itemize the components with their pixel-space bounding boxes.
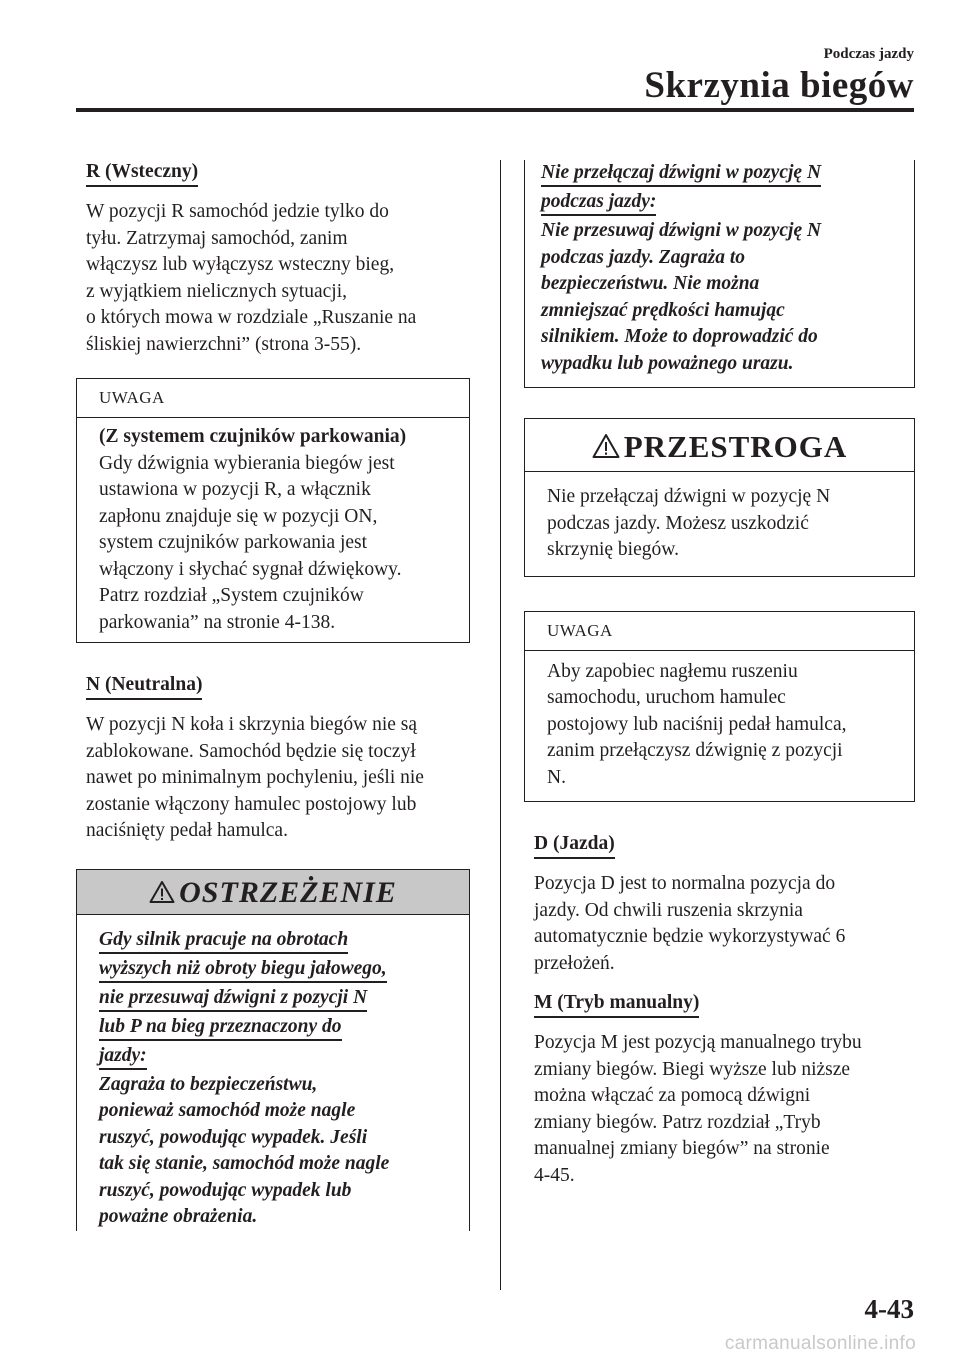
- note-box-parking: [76, 378, 470, 643]
- text-line: naciśnięty pedał hamulca.: [86, 820, 288, 841]
- caution-body: [525, 472, 914, 576]
- warning-underlined-line: wyższych niż obroty biegu jałowego,: [99, 957, 387, 983]
- text-line: Gdy dźwignia wybierania biegów jest: [99, 452, 395, 474]
- text-line: Patrz rozdział „System czujników: [99, 585, 364, 606]
- warning-box: [76, 869, 470, 1231]
- note-box-brake: [524, 611, 915, 803]
- text-line: 4-45.: [534, 1164, 575, 1186]
- text-line: zmiany biegów. Patrz rozdział „Tryb: [534, 1111, 821, 1133]
- note-lead: (Z systemem czujników parkowania): [99, 426, 407, 447]
- page-number: 4-43: [864, 1294, 914, 1324]
- text-line: postojowy lub naciśnij pedał hamulca,: [547, 713, 847, 735]
- text-line: można włączać za pomocą dźwigni: [534, 1085, 811, 1106]
- note-title: UWAGA: [525, 612, 914, 651]
- text-line: zanim przełączysz dźwignię z pozycji: [547, 740, 843, 761]
- warning-title-bar: [77, 870, 469, 915]
- paragraph-m: [534, 1030, 915, 1189]
- text-line: automatycznie będzie wykorzystywać 6: [534, 926, 846, 947]
- text-line: o których mowa w rozdziale „Ruszanie na: [86, 307, 417, 328]
- text-line: Zagraża to bezpieczeństwu,: [99, 1073, 318, 1095]
- note-body: [77, 418, 469, 642]
- paragraph-d: [534, 871, 915, 977]
- text-line: włączony i słychać sygnał dźwiękowy.: [99, 558, 402, 580]
- text-line: Pozycja M jest pozycją manualnego trybu: [534, 1032, 862, 1053]
- text-line: silnikiem. Może to doprowadzić do: [541, 326, 818, 347]
- text-line: zmniejszać prędkości hamując: [541, 299, 785, 321]
- text-line: zostanie włączony hamulec postojowy lub: [86, 793, 417, 815]
- text-line: parkowania” na stronie 4-138.: [99, 611, 336, 633]
- heading-m: M (Tryb manualny): [534, 991, 699, 1018]
- text-line: W pozycji R samochód jedzie tylko do: [86, 201, 389, 222]
- heading-d: D (Jazda): [534, 832, 615, 859]
- caution-title: PRZESTROGA: [623, 429, 848, 464]
- text-line: system czujników parkowania jest: [99, 532, 368, 553]
- heading-r: R (Wsteczny): [86, 160, 198, 187]
- warning-box-continued: [524, 160, 915, 388]
- text-line: włączysz lub wyłączysz wsteczny bieg,: [86, 254, 395, 275]
- text-line: W pozycji N koła i skrzynia biegów nie są: [86, 714, 418, 735]
- text-line: nawet po minimalnym pochyleniu, jeśli nie: [86, 767, 424, 788]
- text-line: wypadku lub poważnego urazu.: [541, 352, 794, 374]
- text-line: bezpieczeństwu. Nie można: [541, 273, 760, 294]
- text-line: z wyjątkiem nielicznych sytuacji,: [86, 280, 347, 302]
- note-body: [525, 651, 914, 802]
- caution-triangle-icon: [592, 433, 620, 459]
- warning-underlined-line: Gdy silnik pracuje na obrotach: [99, 928, 348, 954]
- warning-triangle-icon: [149, 880, 175, 904]
- text-line: zapłonu znajduje się w pozycji ON,: [99, 505, 378, 527]
- warning-underlined-line: Nie przełączaj dźwigni w pozycję N: [541, 161, 821, 187]
- heading-n: N (Neutralna): [86, 673, 202, 700]
- text-line: podczas jazdy. Zagraża to: [541, 246, 746, 268]
- right-column: [524, 160, 915, 1189]
- left-column: [76, 160, 470, 1231]
- warning-body: [77, 915, 469, 1231]
- warning-underlined-line: podczas jazdy:: [541, 190, 656, 216]
- text-line: Nie przełączaj dźwigni w pozycję N: [547, 486, 831, 507]
- text-line: ruszyć, powodując wypadek. Jeśli: [99, 1126, 368, 1148]
- text-line: ustawiona w pozycji R, a włącznik: [99, 479, 371, 500]
- warning-underlined-line: lub P na bieg przeznaczony do: [99, 1015, 342, 1041]
- text-line: podczas jazdy. Możesz uszkodzić: [547, 512, 809, 534]
- page-title: Skrzynia biegów: [644, 65, 914, 106]
- text-line: Nie przesuwaj dźwigni w pozycję N: [541, 220, 822, 241]
- section-label: Podczas jazdy: [823, 46, 914, 62]
- watermark: carmanualsonline.info: [724, 1333, 916, 1354]
- text-line: manualnej zmiany biegów” na stronie: [534, 1138, 830, 1159]
- text-line: samochodu, uruchom hamulec: [547, 687, 786, 708]
- text-line: skrzynię biegów.: [547, 539, 679, 560]
- text-line: zmiany biegów. Biegi wyższe lub niższe: [534, 1058, 851, 1080]
- text-line: Pozycja D jest to normalna pozycja do: [534, 873, 836, 894]
- text-line: poważne obrażenia.: [99, 1206, 258, 1227]
- caution-box: [524, 418, 915, 577]
- warning-underlined-line: jazdy:: [99, 1044, 147, 1070]
- text-line: ponieważ samochód może nagle: [99, 1100, 356, 1121]
- caution-title-bar: [525, 419, 914, 472]
- text-line: ruszyć, powodując wypadek lub: [99, 1179, 352, 1201]
- paragraph-n: [86, 712, 470, 845]
- text-line: N.: [547, 766, 566, 788]
- paragraph-r: [86, 199, 470, 358]
- text-line: zablokowane. Samochód będzie się toczył: [86, 740, 416, 762]
- text-line: śliskiej nawierzchni” (strona 3-55).: [86, 333, 362, 355]
- note-title: UWAGA: [77, 379, 469, 418]
- warning-continued-body: [525, 160, 914, 387]
- text-line: jazdy. Od chwili ruszenia skrzynia: [534, 899, 803, 921]
- warning-underlined-line: nie przesuwaj dźwigni z pozycji N: [99, 986, 367, 1012]
- column-divider: [500, 160, 501, 1290]
- text-line: tyłu. Zatrzymaj samochód, zanim: [86, 227, 348, 249]
- text-line: tak się stanie, samochód może nagle: [99, 1153, 390, 1174]
- text-line: Aby zapobiec nagłemu ruszeniu: [547, 660, 798, 682]
- header-rule: [76, 108, 914, 112]
- warning-title: OSTRZEŻENIE: [179, 875, 397, 909]
- text-line: przełożeń.: [534, 952, 615, 974]
